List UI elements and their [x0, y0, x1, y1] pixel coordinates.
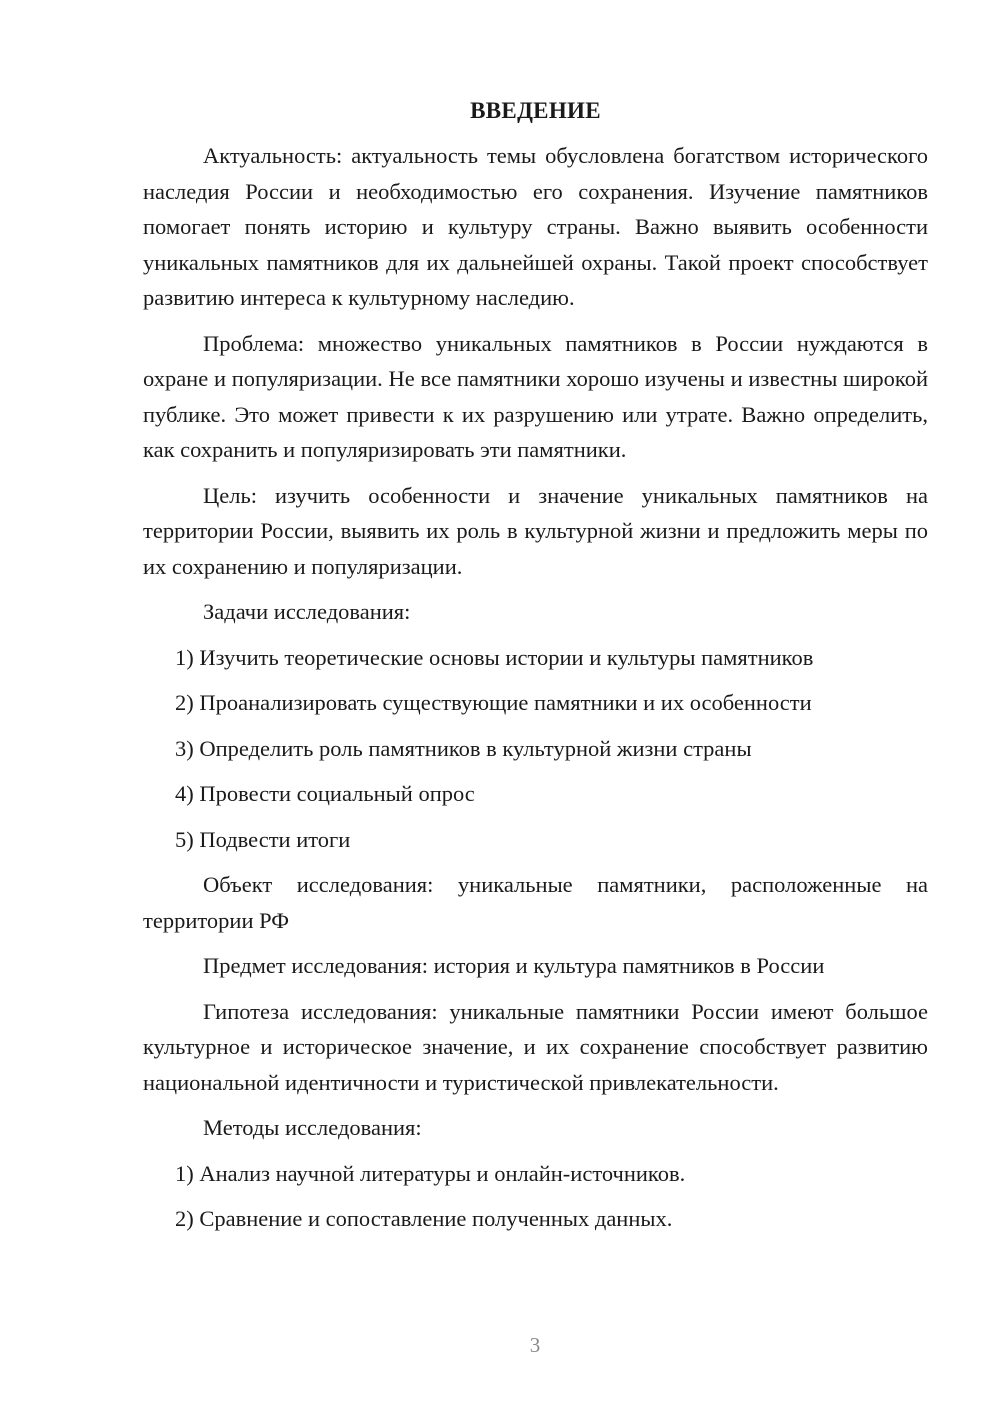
relevance-paragraph: Актуальность: актуальность темы обусловлена богатством исторического наследия России и необходимостью его сохранения. Изучение памятников помогает понять историю и культуру страны. Важно выявить особенности уникальных памятников для их дальнейшей охраны. Такой проект способствует развитию интереса к культурному наследию. [143, 143, 928, 310]
methods-heading: Методы исследования: [203, 1115, 422, 1140]
problem-paragraph: Проблема: множество уникальных памятников в России нуждаются в охране и популяризации. Не все памятники хорошо изучены и известны широкой публике. Это может привести к их разрушению или утрате. Важно определить, как сохранить и популяризировать эти памятники. [143, 330, 928, 462]
tasks-heading: Задачи исследования: [203, 599, 411, 624]
task-item: 1) Изучить теоретические основы истории и культуры памятников [175, 644, 814, 670]
task-item: 4) Провести социальный опрос [175, 781, 475, 806]
method-item: 2) Сравнение и сопоставление полученных данных. [175, 1206, 673, 1231]
hypothesis-paragraph: Гипотеза исследования: уникальные памятники России имеют большое культурное и историческое значение, и их сохранение способствует развитию национальной идентичности и туристической привлекательности. [143, 998, 928, 1095]
task-item: 3) Определить роль памятников в культурной жизни страны [175, 735, 752, 761]
goal-paragraph: Цель: изучить особенности и значение уникальных памятников на территории России, выявить их роль в культурной жизни и предложить меры по их сохранению и популяризации. [143, 482, 928, 579]
page-number: 3 [529, 1333, 541, 1357]
subject-paragraph: Предмет исследования: история и культура памятников в России [203, 953, 825, 978]
methods-list [143, 1156, 928, 1237]
tasks-list [143, 640, 928, 858]
section-title: ВВЕДЕНИЕ [470, 98, 601, 123]
document-page [143, 96, 928, 1247]
task-item: 5) Подвести итоги [175, 826, 351, 852]
method-item: 1) Анализ научной литературы и онлайн-источников. [175, 1160, 686, 1186]
object-paragraph: Объект исследования: уникальные памятники, расположенные на территории РФ [143, 872, 928, 933]
task-item: 2) Проанализировать существующие памятники и их особенности [175, 690, 812, 715]
